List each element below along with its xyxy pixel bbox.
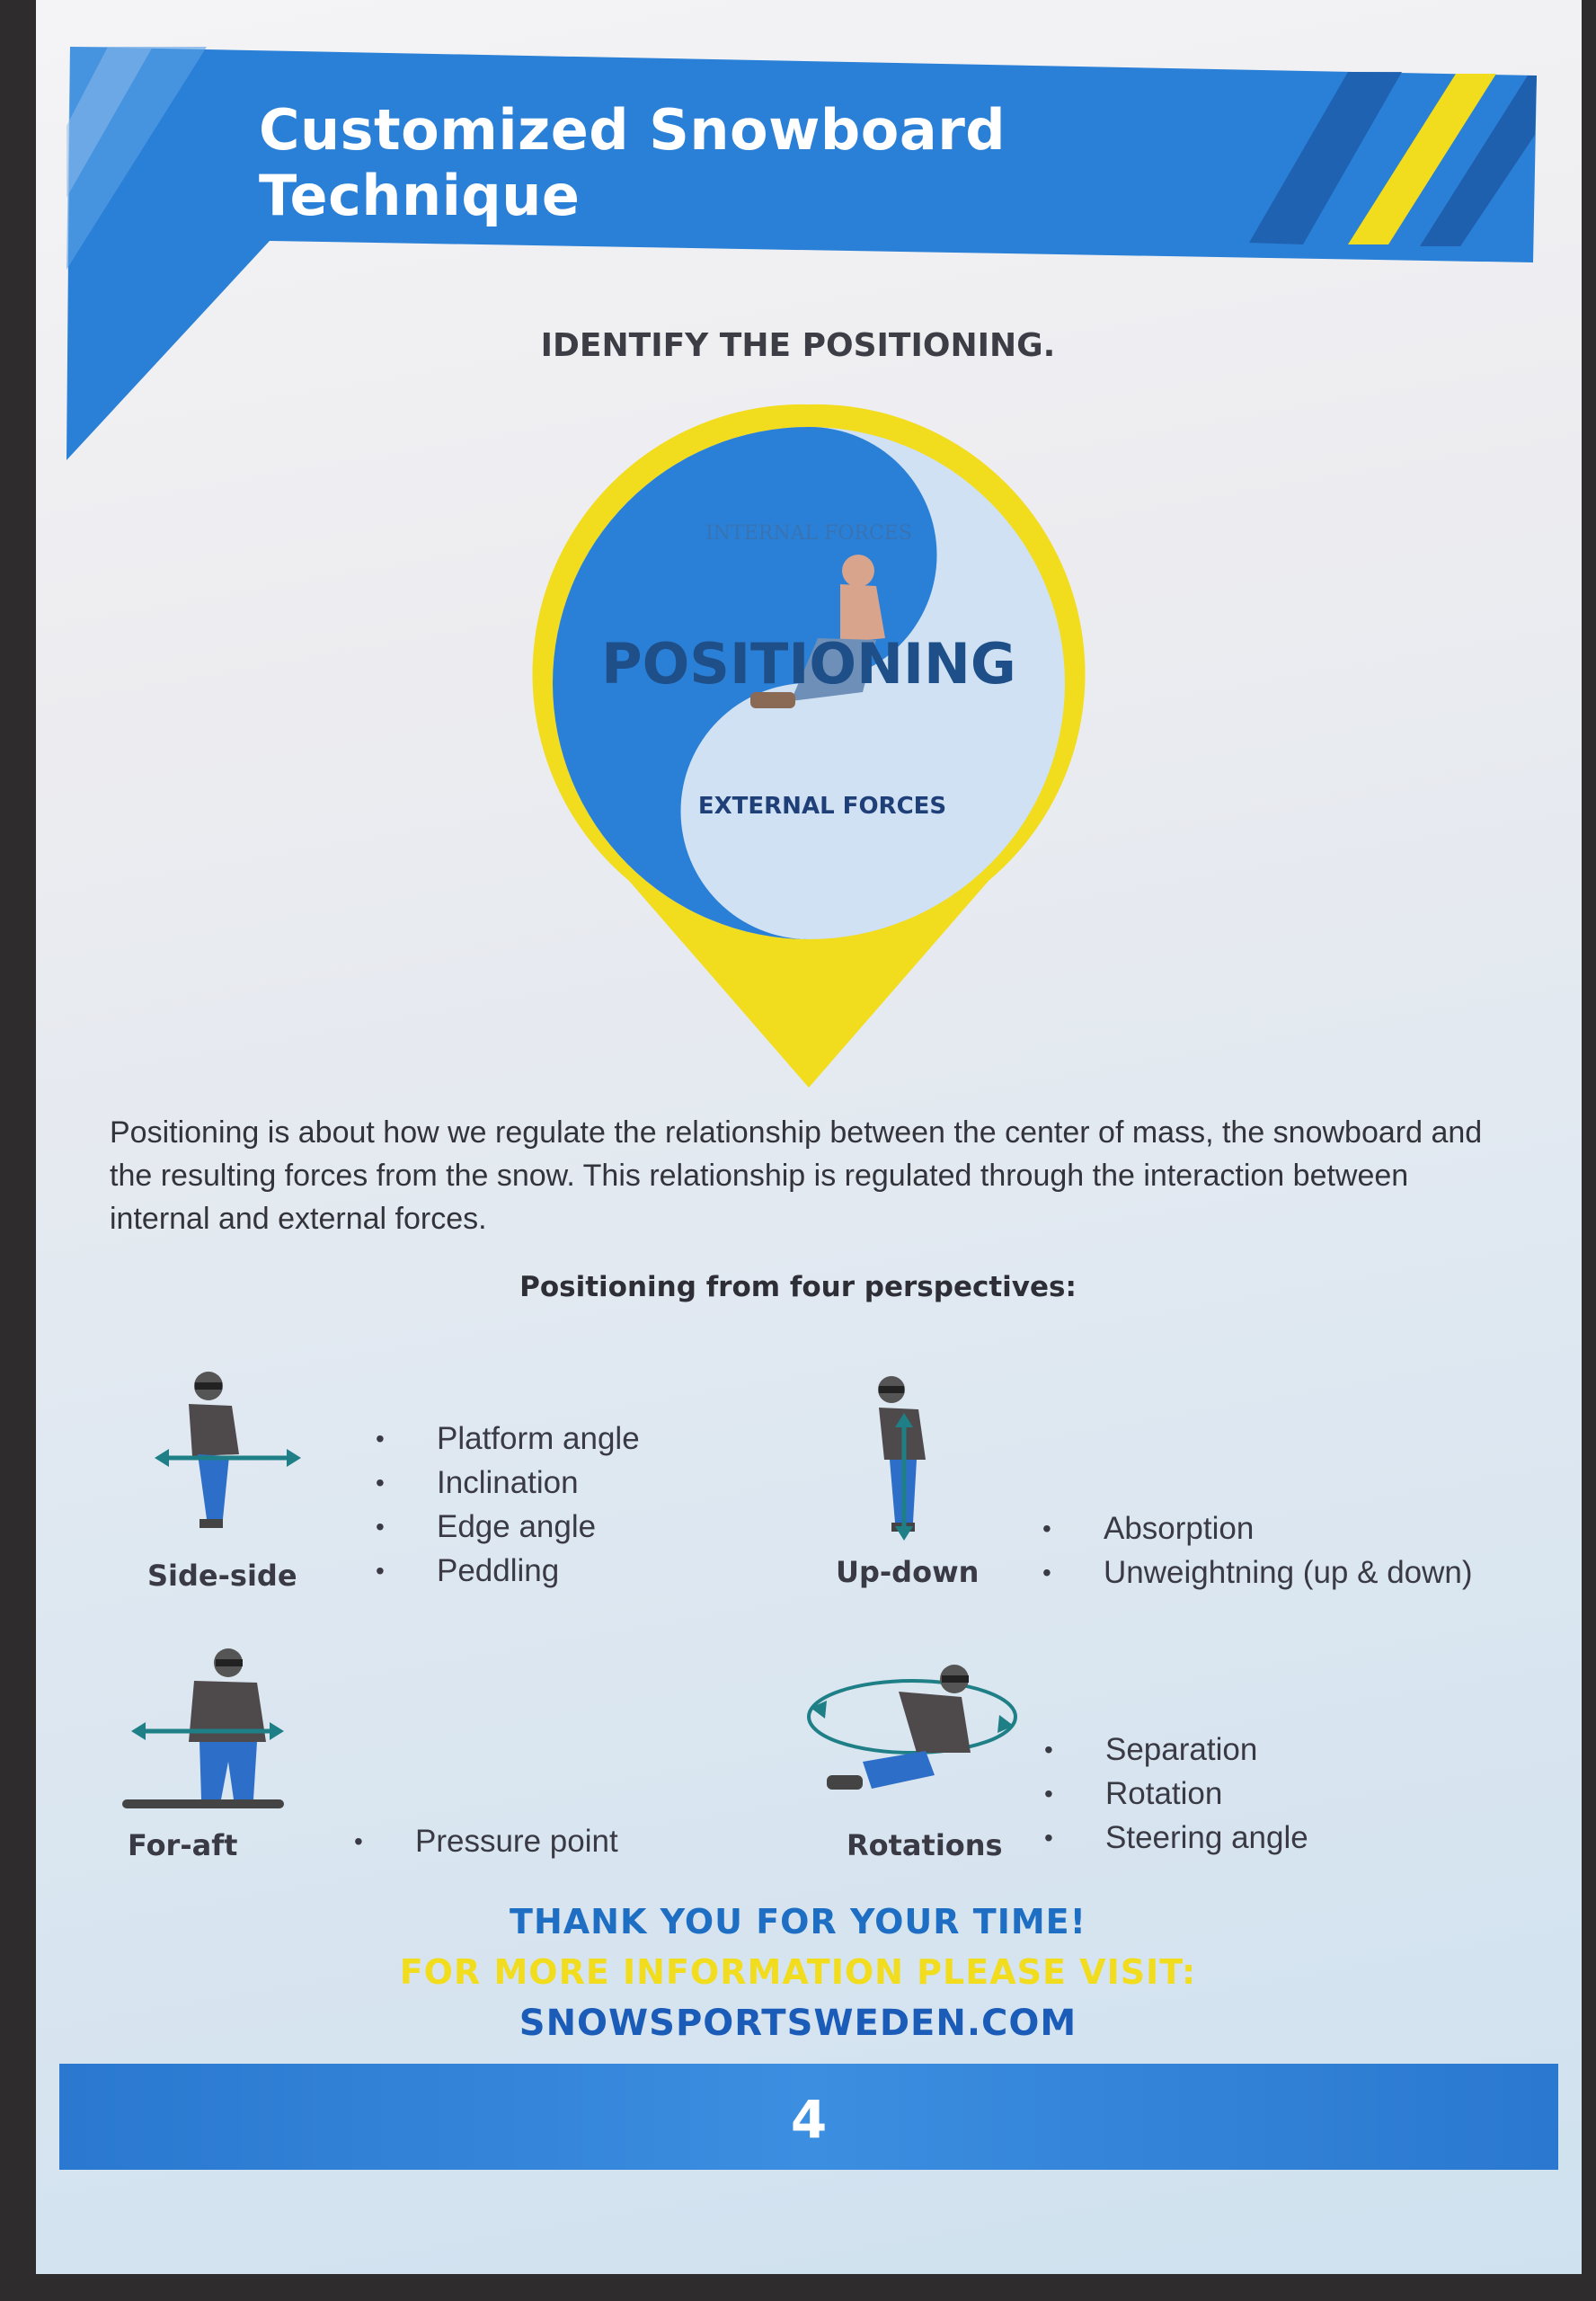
more-info-text: FOR MORE INFORMATION PLEASE VISIT: [399, 1952, 1197, 1992]
list-item: • Edge angle [376, 1505, 640, 1549]
up-down-label: Up-down [836, 1555, 980, 1589]
for-aft-list [354, 1819, 618, 1863]
for-aft-figure [122, 1645, 293, 1816]
side-side-label: Side-side [147, 1559, 297, 1593]
list-item: • Unweightning (up & down) [1042, 1550, 1473, 1595]
page-number: 4 [790, 2089, 828, 2150]
list-item: • Platform angle [376, 1417, 640, 1461]
thank-you-text: THANK YOU FOR YOUR TIME! [510, 1902, 1086, 1941]
perspectives-title: Positioning from four perspectives: [519, 1271, 1077, 1303]
list-item: • Absorption [1042, 1506, 1473, 1550]
up-down-figure [854, 1370, 971, 1550]
list-item: • Peddling [376, 1549, 640, 1593]
intro-paragraph: Positioning is about how we regulate the relationship between the center of mass, the snowboard and the resulting forces from the snow. This relationship is regulated through the interaction between internal and external forces. [110, 1115, 1483, 1236]
document-title: Customized Snowboard Technique [259, 97, 1006, 228]
footer-banner [59, 2064, 1558, 2170]
positioning-diagram [521, 395, 1096, 1097]
rotations-label: Rotations [847, 1828, 1003, 1862]
up-down-list [1042, 1506, 1473, 1595]
side-side-list [376, 1417, 640, 1593]
positioning-label: POSITIONING [601, 631, 1016, 697]
external-forces-label: EXTERNAL FORCES [697, 793, 947, 820]
list-item: • Pressure point [354, 1819, 618, 1863]
list-item: • Steering angle [1044, 1816, 1308, 1860]
rotations-figure [800, 1654, 1024, 1807]
website-link[interactable]: SNOWSPORTSWEDEN.COM [519, 2003, 1077, 2044]
list-item: • Rotation [1044, 1772, 1308, 1816]
internal-forces-label: INTERNAL FORCES [705, 522, 912, 545]
for-aft-label: For-aft [128, 1828, 238, 1862]
section-heading: IDENTIFY THE POSITIONING. [540, 327, 1056, 364]
list-item: • Inclination [376, 1461, 640, 1505]
list-item: • Separation [1044, 1728, 1308, 1772]
rotations-list [1044, 1728, 1308, 1860]
side-side-figure [153, 1366, 306, 1546]
